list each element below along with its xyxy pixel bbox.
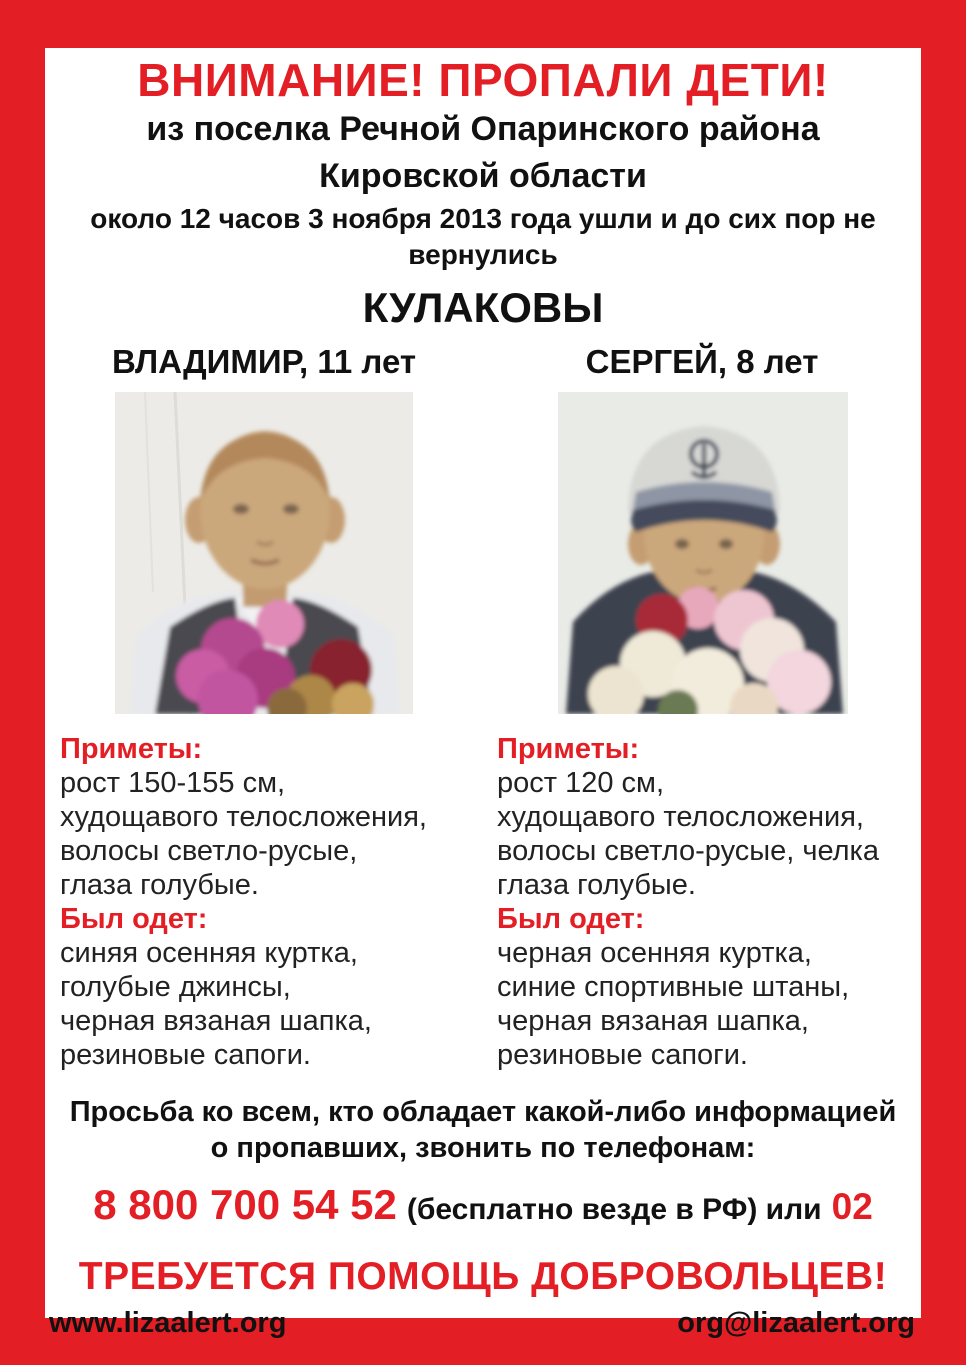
details-vladimir — [60, 732, 497, 1072]
detail-line: голубые джинсы, — [60, 971, 291, 1004]
volunteers-call: ТРЕБУЕТСЯ ПОМОЩЬ ДОБРОВОЛЬЦЕВ! — [78, 1254, 888, 1298]
request-line-2: о пропавших, звонить по телефонам: — [210, 1132, 756, 1165]
detail-line: глаза голубые. — [497, 869, 696, 902]
detail-line: худощавого телосложения, — [60, 801, 427, 834]
police-phone-number: 02 — [831, 1185, 873, 1227]
phone-note: (бесплатно везде в РФ) или — [406, 1192, 822, 1226]
detail-line: волосы светло-русые, челка — [497, 835, 879, 868]
photo-vladimir — [115, 392, 413, 714]
poster-content — [45, 48, 921, 1339]
detail-line: синяя осенняя куртка, — [60, 937, 358, 970]
details-row — [45, 732, 921, 1072]
phone-line — [45, 1181, 921, 1229]
location-line-2: Кировской области — [319, 156, 647, 195]
detail-line: черная осенняя куртка, — [497, 937, 812, 970]
detail-line: худощавого телосложения, — [497, 801, 864, 834]
primety-label: Приметы: — [497, 733, 640, 766]
detail-line: резиновые сапоги. — [60, 1039, 311, 1072]
detail-line: черная вязаная шапка, — [60, 1005, 372, 1038]
poster-title: ВНИМАНИЕ! ПРОПАЛИ ДЕТИ! — [137, 54, 829, 106]
detail-line: глаза голубые. — [60, 869, 259, 902]
request-line-1: Просьба ко всем, кто обладает какой-либо информацией — [69, 1096, 897, 1129]
photos-row — [45, 392, 921, 714]
hotline-phone-number: 8 800 700 54 52 — [93, 1180, 397, 1228]
photo-sergey — [558, 392, 848, 714]
clothes-label: Был одет: — [60, 903, 208, 936]
location-line-1: из поселка Речной Опаринского района — [146, 109, 820, 148]
email-link: org@lizaalert.org — [677, 1306, 915, 1339]
clothes-label: Был одет: — [497, 903, 645, 936]
detail-line: рост 150-155 см, — [60, 767, 286, 800]
primety-label: Приметы: — [60, 733, 203, 766]
children-names-row — [45, 343, 921, 381]
links-row — [45, 1307, 921, 1340]
detail-line: черная вязаная шапка, — [497, 1005, 809, 1038]
detail-line: волосы светло-русые, — [60, 835, 358, 868]
child-name-sergey: СЕРГЕЙ, 8 лет — [585, 343, 819, 381]
disappearance-details: около 12 часов 3 ноября 2013 года ушли и до сих пор не вернулись — [90, 203, 876, 271]
request-text — [45, 1094, 921, 1167]
detail-line: резиновые сапоги. — [497, 1039, 748, 1072]
family-name: КУЛАКОВЫ — [362, 284, 604, 332]
website-link: www.lizaalert.org — [49, 1306, 287, 1339]
detail-line: синие спортивные штаны, — [497, 971, 850, 1004]
child-name-vladimir: ВЛАДИМИР, 11 лет — [111, 343, 417, 381]
detail-line: рост 120 см, — [497, 767, 665, 800]
details-sergey — [497, 732, 906, 1072]
